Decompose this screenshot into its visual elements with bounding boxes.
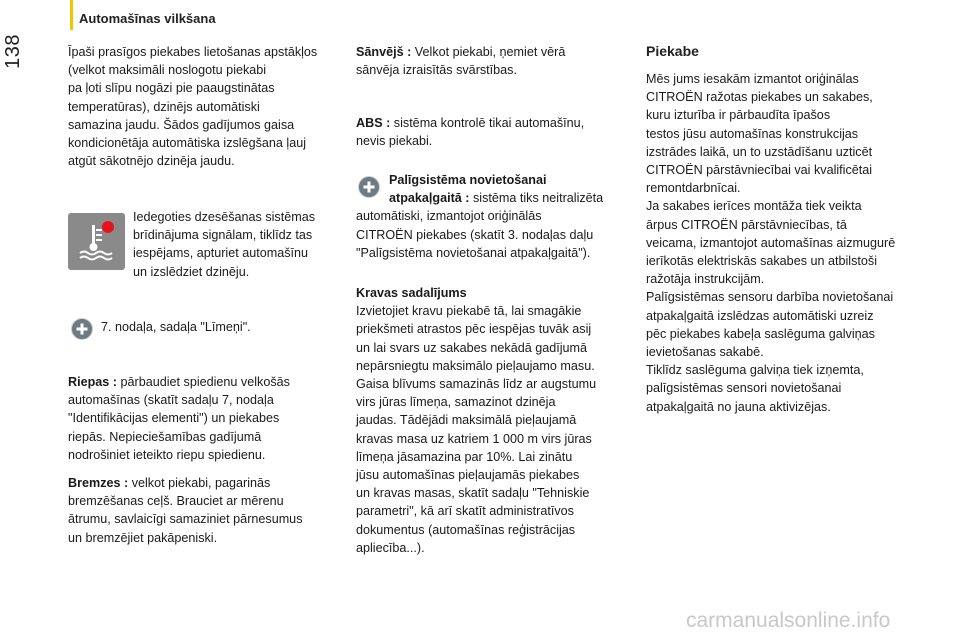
text-line: kravas masa uz katriem 1 000 m virs jūras bbox=[356, 431, 592, 446]
text-line: CITROËN pārstāvniecībai vai kvalificētai bbox=[646, 163, 873, 178]
text-line: 7. nodaļa, sadaļa "Līmeņi". bbox=[101, 320, 251, 334]
text-line: Izvietojiet kravu piekabē tā, lai smagākie bbox=[356, 304, 582, 319]
brakes-label: Bremzes : bbox=[68, 476, 129, 490]
text-line: brīdinājuma signālam, tiklīdz tas bbox=[133, 228, 313, 243]
section-title: Automašīnas vilkšana bbox=[79, 11, 216, 26]
text-span: pārbaudiet spiedienu velkošās bbox=[117, 375, 290, 389]
text-line: dokumentus (automašīnas reģistrācijas bbox=[356, 522, 576, 537]
text-line: riepās. Nepieciešamības gadījumā bbox=[68, 429, 262, 444]
col2-parking bbox=[356, 171, 628, 262]
text-line: nepārsniegtu maksimālo pieļaujamo masu. bbox=[356, 358, 595, 373]
col1-intro bbox=[68, 43, 348, 170]
col1-brakes bbox=[68, 474, 353, 547]
text-line: "Identifikācijas elementi") un piekabes bbox=[68, 411, 280, 426]
load-title: Kravas sadalījums bbox=[356, 286, 467, 300]
plus-info-icon bbox=[71, 318, 93, 340]
text-line: līmeņa jāsamazina par 10%. Lai zinātu bbox=[356, 449, 573, 464]
text-line: veicama, izmantojot automašīnas aizmugurē bbox=[646, 235, 896, 250]
text-line: CITROËN ražotas piekabes un sakabes, bbox=[646, 90, 873, 105]
text-line: bremzēšanas ceļš. Brauciet ar mērenu bbox=[68, 494, 284, 509]
tyres-label: Riepas : bbox=[68, 375, 117, 389]
text-span: velkot piekabi, pagarinās bbox=[128, 476, 271, 490]
text-line: Tiklīdz saslēguma galviņa tiek izņemta, bbox=[646, 363, 864, 378]
text-line: un izslēdziet dzinēju. bbox=[133, 264, 250, 279]
text-line: atpakaļgaitā no jauna aktivizējas. bbox=[646, 399, 831, 414]
text-span: sistēma tiks neitralizēta bbox=[469, 191, 604, 206]
text-line: samazina jaudu. Šādos gadījumos gaisa bbox=[68, 117, 295, 132]
text-line: un lai svars uz sakabes nekādā gadījumā bbox=[356, 340, 588, 355]
crosswind-label: Sānvējš : bbox=[356, 45, 412, 59]
col2-abs bbox=[356, 114, 626, 150]
col3-body bbox=[646, 70, 921, 416]
text-line: temperatūras), dzinējs automātiski bbox=[68, 99, 260, 114]
text-line: remontdarbnīcai. bbox=[646, 181, 741, 196]
col1-ref-text bbox=[101, 318, 341, 336]
text-line: jūsu automašīnas pieļaujamās piekabes bbox=[356, 468, 580, 483]
text-line: virs jūras līmeņa, samazinot dzinēja bbox=[356, 395, 556, 410]
text-span: sistēma kontrolē tikai automašīnu, bbox=[390, 116, 585, 130]
text-line: "Palīgsistēma novietošanai atpakaļgaitā"). bbox=[356, 245, 591, 260]
text-line: kuru izturība ir pārbaudīta īpašos bbox=[646, 108, 831, 123]
parking-label: atpakaļgaitā : bbox=[389, 191, 470, 206]
text-line: pa ļoti slīpu nogāzi pie paaugstinātas bbox=[68, 81, 275, 96]
text-line: ražotāja instrukcijām. bbox=[646, 272, 765, 287]
header-accent-bar bbox=[70, 0, 73, 30]
text-line: apliecība...). bbox=[356, 540, 425, 555]
text-line: automašīnas (skatīt sadaļu 7, nodaļa bbox=[68, 393, 274, 408]
watermark: carmanualsonline.info bbox=[686, 609, 891, 632]
text-line: pēc piekabes kabeļa saslēguma galviņas bbox=[646, 326, 875, 341]
text-line: kondicionētāja automātiska izslēgšana ļauj bbox=[68, 136, 307, 151]
coolant-temperature-warning-icon bbox=[68, 213, 125, 270]
text-line: ātrumu, savlaicīgi samaziniet pārnesumus bbox=[68, 512, 303, 527]
col1-tyres bbox=[68, 373, 353, 464]
text-line: jaudas. Tādējādi maksimālā pieļaujamā bbox=[356, 413, 577, 428]
text-span: Velkot piekabi, ņemiet vērā bbox=[411, 45, 566, 59]
abs-label: ABS : bbox=[356, 116, 391, 130]
text-line: Mēs jums iesakām izmantot oriģinālas bbox=[646, 72, 859, 86]
text-line: ievietošanas sakabē. bbox=[646, 345, 764, 360]
text-line: palīgsistēmas sensori novietošanai bbox=[646, 381, 842, 396]
text-line: nevis piekabi. bbox=[356, 134, 433, 149]
text-line: un bremzējiet pakāpeniski. bbox=[68, 530, 218, 545]
text-line: Palīgsistēma novietošanai bbox=[389, 173, 547, 187]
page-number: 138 bbox=[2, 34, 24, 69]
text-line: ārpus CITROËN pārstāvniecības, tā bbox=[646, 217, 847, 232]
text-line: un kravas masas, skatīt sadaļu "Tehniskie bbox=[356, 486, 590, 501]
piekabe-title: Piekabe bbox=[646, 43, 699, 59]
text-line: nodrošiniet ieteikto riepu spiedienu. bbox=[68, 447, 266, 462]
text-line: atgūt sākotnējo dzinēja jaudu. bbox=[68, 154, 235, 169]
text-line: CITROËN piekabes (skatīt 3. nodaļas daļu bbox=[356, 227, 594, 242]
text-line: ierīkotās elektriskās sakabes un atbilstoši bbox=[646, 254, 877, 269]
text-line: sānvēja izraisītās svārstības. bbox=[356, 63, 517, 78]
text-line: automātiski, izmantojot oriģinālās bbox=[356, 209, 542, 224]
col1-warning-text bbox=[133, 208, 348, 281]
text-line: Ja sakabes ierīces montāža tiek veikta bbox=[646, 199, 862, 214]
text-line: (velkot maksimāli noslogotu piekabi bbox=[68, 63, 267, 78]
text-line: priekšmeti atrastos pēc iespējas tuvāk asij bbox=[356, 322, 592, 337]
text-line bbox=[68, 373, 353, 391]
text-line: Palīgsistēmas sensoru darbība novietošanai bbox=[646, 290, 894, 305]
text-line: iespējams, apturiet automašīnu bbox=[133, 246, 309, 261]
text-line: izstrādes laikā, un to uzstādīšanu uzticēt bbox=[646, 144, 873, 159]
text-line: testos jūsu automašīnas konstrukcijas bbox=[646, 126, 859, 141]
text-line: Gaisa blīvums samazinās līdz ar augstumu bbox=[356, 377, 597, 392]
text-line bbox=[356, 114, 626, 132]
text-line bbox=[68, 474, 353, 492]
col2-load bbox=[356, 284, 628, 557]
col2-crosswind bbox=[356, 43, 626, 79]
text-line: Īpaši prasīgos piekabes lietošanas apstākļos bbox=[68, 45, 318, 59]
text-line: atpakaļgaitā izslēdzas automātiski uzreiz bbox=[646, 308, 874, 323]
text-line bbox=[356, 43, 626, 61]
text-line bbox=[356, 189, 628, 207]
text-line: parametri", kā arī skatīt administratīvos bbox=[356, 504, 574, 519]
text-line: Iedegoties dzesēšanas sistēmas bbox=[133, 210, 316, 224]
